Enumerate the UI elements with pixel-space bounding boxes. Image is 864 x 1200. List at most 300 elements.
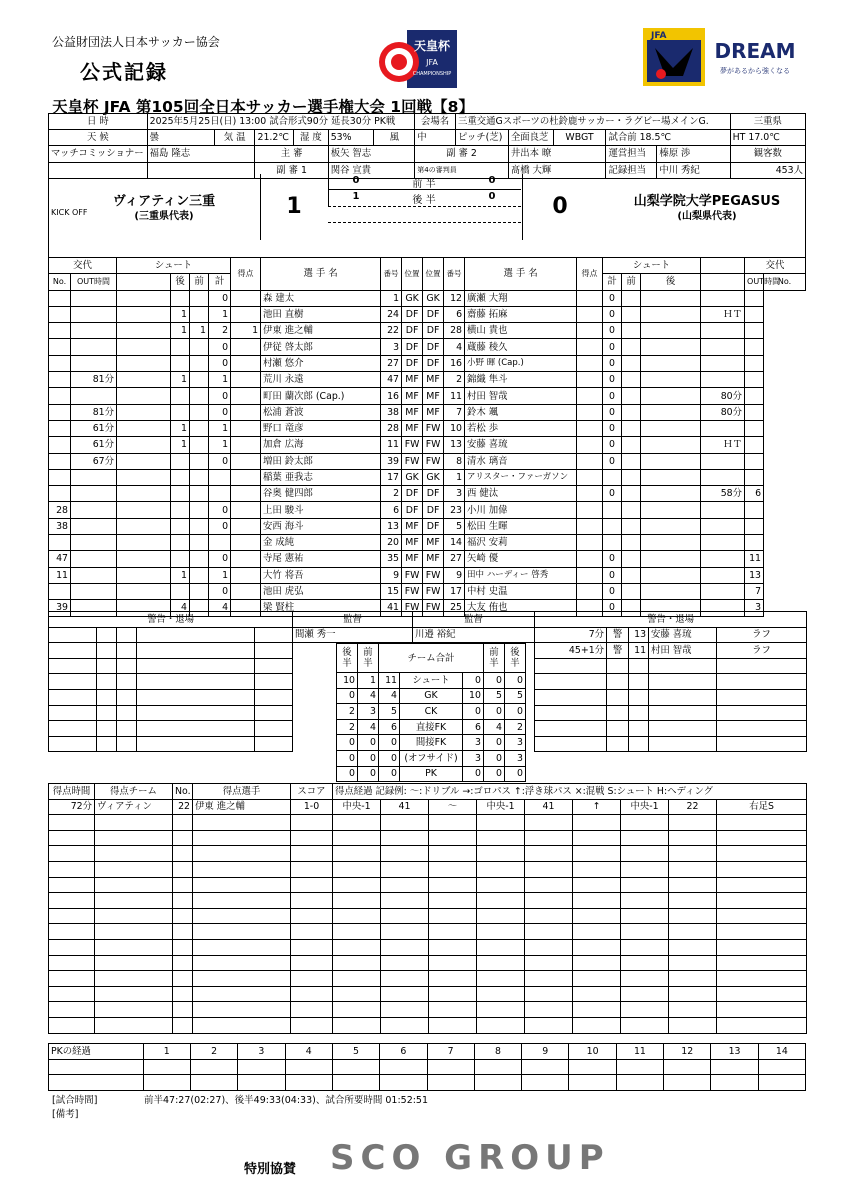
cell-hno	[49, 583, 71, 599]
card-reason: ラフ	[717, 627, 807, 643]
cell-hout	[71, 323, 117, 339]
commissioner-label: マッチコミッショナー	[49, 146, 148, 162]
cell-ano	[745, 323, 764, 339]
blank	[525, 986, 573, 1002]
cell-hno: 47	[49, 551, 71, 567]
wind: 中	[415, 130, 456, 146]
cell-hno	[49, 420, 71, 436]
cell-aname: 小川 加偉	[465, 502, 577, 518]
sub-header: 交代	[49, 258, 117, 274]
pk-kick-number: 2	[190, 1044, 237, 1060]
blank	[173, 846, 193, 862]
cell-anum: 14	[444, 535, 465, 551]
stat-a1: 0	[483, 704, 504, 720]
blank	[474, 1059, 521, 1075]
goal-row	[49, 877, 807, 893]
blank	[669, 939, 717, 955]
stat-a1: 4	[483, 719, 504, 735]
cell-at: 0	[603, 372, 622, 388]
cell-ano: 7	[745, 583, 764, 599]
blank	[429, 908, 477, 924]
pitch-label: ピッチ(芝)	[455, 130, 508, 146]
cell-anum: 7	[444, 404, 465, 420]
goal-row	[49, 1002, 807, 1018]
pos-header: 位置	[423, 258, 444, 291]
cell-aname: 西 健汰	[465, 486, 577, 502]
fourth-official: 髙橋 大輝	[508, 162, 606, 178]
stat-h2: 0	[337, 766, 358, 782]
cell-as1	[622, 535, 641, 551]
blank	[291, 971, 333, 987]
cell-hs2: 1	[171, 306, 190, 322]
svg-text:CHAMPIONSHIP: CHAMPIONSHIP	[412, 71, 452, 77]
blank	[607, 705, 629, 721]
cell-hnum: 16	[381, 388, 402, 404]
blank	[758, 1059, 805, 1075]
ar1: 関谷 宣貴	[328, 162, 415, 178]
blank	[255, 705, 293, 721]
blank	[573, 908, 621, 924]
blank	[525, 924, 573, 940]
pk-kick-number: 11	[616, 1044, 663, 1060]
blank	[477, 893, 525, 909]
cell-hs2	[171, 404, 190, 420]
blank	[621, 1002, 669, 1018]
pk-kick-number: 4	[285, 1044, 332, 1060]
cell-ano: 3	[745, 600, 764, 616]
blank	[569, 1075, 616, 1091]
blank	[717, 877, 807, 893]
stat-a1: 0	[483, 750, 504, 766]
blank	[573, 846, 621, 862]
blank	[616, 1059, 663, 1075]
player-header: 選 手 名	[465, 258, 577, 291]
goal-row	[49, 939, 807, 955]
wbgt-label: WBGT	[553, 130, 606, 146]
blank	[381, 986, 429, 1002]
goal-player-label: 得点選手	[193, 784, 291, 800]
cell-hnum: 41	[381, 600, 402, 616]
blank	[95, 877, 173, 893]
blank	[117, 469, 171, 485]
cell-hpos: MF	[402, 420, 423, 436]
cell-hno	[49, 437, 71, 453]
player-row	[49, 388, 806, 404]
goal-row	[49, 799, 807, 815]
blank	[173, 830, 193, 846]
stat-h1: 1	[358, 673, 379, 689]
cell-ano: 11	[745, 551, 764, 567]
cell-ht: 0	[209, 339, 231, 355]
blank	[629, 674, 649, 690]
cell-hs1	[190, 469, 209, 485]
cell-aname: 矢崎 優	[465, 551, 577, 567]
blank	[669, 971, 717, 987]
home-coach-label: 監督	[293, 612, 413, 628]
blank	[429, 877, 477, 893]
stat-ht: 4	[379, 688, 400, 704]
blank	[621, 908, 669, 924]
cell-aname: 齋藤 拓麻	[465, 306, 577, 322]
blank	[629, 689, 649, 705]
cell-ht: 0	[209, 551, 231, 567]
cell-hname: 町田 蘭次郎 (Cap.)	[261, 388, 381, 404]
cell-ag	[577, 372, 603, 388]
blank	[717, 893, 807, 909]
blank	[717, 736, 807, 752]
cell-hs1	[190, 453, 209, 469]
cell-as1	[622, 583, 641, 599]
cell-ano	[745, 355, 764, 371]
cell-as1	[622, 518, 641, 534]
goal-row	[49, 908, 807, 924]
cell-hnum: 13	[381, 518, 402, 534]
blank	[477, 924, 525, 940]
goal-team: ヴィアティン	[95, 799, 173, 815]
cell-at: 0	[603, 388, 622, 404]
goal-header: 得点	[231, 258, 261, 291]
blank	[117, 551, 171, 567]
blank	[649, 736, 717, 752]
cell-hout	[71, 290, 117, 306]
blank	[573, 955, 621, 971]
stat-ht: 5	[379, 704, 400, 720]
cell-hout	[71, 583, 117, 599]
pk-kick-number: 3	[238, 1044, 285, 1060]
cell-hs2	[171, 355, 190, 371]
cell-hname: 池田 虎弘	[261, 583, 381, 599]
blank	[193, 861, 291, 877]
blank	[429, 986, 477, 1002]
ar1-label: 副 審 1	[255, 162, 328, 178]
blank	[621, 1017, 669, 1033]
cell-hs1	[190, 372, 209, 388]
cell-hnum: 27	[381, 355, 402, 371]
goal-p7: 中央-1	[621, 799, 669, 815]
blank	[117, 705, 137, 721]
cell-at: 0	[603, 420, 622, 436]
player-row	[49, 567, 806, 583]
cell-hno	[49, 339, 71, 355]
cell-hno	[49, 535, 71, 551]
blank	[607, 689, 629, 705]
cell-ano: 13	[745, 567, 764, 583]
cell-ht: 0	[209, 388, 231, 404]
stats-row	[337, 673, 526, 689]
stats-h1: 前半	[358, 644, 379, 673]
cell-as1	[622, 388, 641, 404]
cell-as1	[622, 567, 641, 583]
cell-hname: 谷奥 健四郎	[261, 486, 381, 502]
cell-anum: 3	[444, 486, 465, 502]
cell-hout	[71, 355, 117, 371]
h2-away: 0	[488, 191, 496, 202]
cell-aname: 村田 智哉	[465, 388, 577, 404]
blank	[49, 971, 95, 987]
cell-ag	[577, 323, 603, 339]
cell-hg	[231, 486, 261, 502]
blank	[669, 861, 717, 877]
blank	[573, 939, 621, 955]
referee: 板矢 智志	[328, 146, 415, 162]
pk-kick-number: 9	[522, 1044, 569, 1060]
cell-at: 0	[603, 404, 622, 420]
cell-hnum: 38	[381, 404, 402, 420]
cell-ag	[577, 502, 603, 518]
stat-name: PK	[400, 766, 463, 782]
pk-kick-number: 13	[711, 1044, 758, 1060]
svg-text:JFA: JFA	[651, 31, 667, 41]
blank	[525, 861, 573, 877]
blank	[193, 893, 291, 909]
player-row	[49, 420, 806, 436]
cell-hg	[231, 306, 261, 322]
weather: 曇	[147, 130, 214, 146]
goal-p1: 中央-1	[333, 799, 381, 815]
stat-a2: 0	[504, 673, 525, 689]
blank	[49, 1002, 95, 1018]
cell-as1	[622, 420, 641, 436]
cell-hpos: MF	[402, 535, 423, 551]
blank	[429, 861, 477, 877]
blank	[717, 846, 807, 862]
cell-hg	[231, 372, 261, 388]
player-header: 選 手 名	[261, 258, 381, 291]
cell-hname: 稲葉 亜我志	[261, 469, 381, 485]
goal-p3: ～	[429, 799, 477, 815]
cell-hs1	[190, 486, 209, 502]
cell-at: 0	[603, 323, 622, 339]
blank	[649, 705, 717, 721]
cell-hpos: GK	[402, 290, 423, 306]
blank	[717, 986, 807, 1002]
svg-text:DREAM: DREAM	[714, 39, 796, 63]
wind-label: 風	[374, 130, 415, 146]
cell-hg	[231, 453, 261, 469]
stat-name: CK	[400, 704, 463, 720]
cell-hs2	[171, 551, 190, 567]
blank	[95, 986, 173, 1002]
blank	[333, 846, 381, 862]
blank	[137, 705, 255, 721]
cell-hout: 61分	[71, 437, 117, 453]
blank	[649, 674, 717, 690]
stat-at: 10	[462, 688, 483, 704]
player-row	[49, 306, 806, 322]
blank	[607, 736, 629, 752]
blank	[629, 658, 649, 674]
cell-as2	[641, 437, 701, 453]
blank	[333, 877, 381, 893]
cell-hs1	[190, 306, 209, 322]
blank	[525, 830, 573, 846]
goal-p6: ↑	[573, 799, 621, 815]
jfa-dream-logo	[643, 28, 803, 86]
cell-hnum: 2	[381, 486, 402, 502]
blank	[477, 986, 525, 1002]
blank	[477, 877, 525, 893]
card-time: 7分	[535, 627, 607, 643]
stat-name: (オフサイド)	[400, 750, 463, 766]
cell-ht: 1	[209, 306, 231, 322]
blank	[621, 939, 669, 955]
blank	[137, 689, 255, 705]
blank	[173, 939, 193, 955]
away-team-name: 山梨学院大学PEGASUS	[633, 194, 781, 209]
stats-a1: 前半	[483, 644, 504, 673]
blank	[190, 1059, 237, 1075]
score-block	[48, 174, 806, 258]
cell-ag	[577, 551, 603, 567]
blank	[669, 877, 717, 893]
cell-hno: 39	[49, 600, 71, 616]
cell-aout	[701, 355, 745, 371]
player-row	[49, 355, 806, 371]
blank	[291, 955, 333, 971]
team-stats-table	[336, 643, 526, 782]
blank	[427, 1059, 474, 1075]
temp-label: 気 温	[214, 130, 255, 146]
cell-anum: 2	[444, 372, 465, 388]
blank	[477, 1002, 525, 1018]
stat-at: 6	[462, 719, 483, 735]
blank	[607, 658, 629, 674]
goal-no: 22	[173, 799, 193, 815]
blank	[291, 815, 333, 831]
cell-anum: 12	[444, 290, 465, 306]
cell-hs1	[190, 437, 209, 453]
blank	[621, 877, 669, 893]
blank	[193, 971, 291, 987]
cell-hpos: FW	[402, 600, 423, 616]
cell-hno	[49, 323, 71, 339]
cell-aout	[701, 469, 745, 485]
cell-hs2: 1	[171, 372, 190, 388]
blank	[173, 815, 193, 831]
blank	[621, 861, 669, 877]
goal-no-label: No.	[173, 784, 193, 800]
second-header: 後	[171, 274, 190, 290]
blank	[117, 404, 171, 420]
blank	[380, 1059, 427, 1075]
stat-a2: 0	[504, 704, 525, 720]
blank	[117, 583, 171, 599]
cell-hs2: 1	[171, 420, 190, 436]
cell-hs1	[190, 404, 209, 420]
player-row	[49, 404, 806, 420]
shot-header: シュート	[603, 258, 701, 274]
cell-hs1	[190, 355, 209, 371]
cell-aname: 大友 侑也	[465, 600, 577, 616]
blank	[717, 1017, 807, 1033]
cell-as1	[622, 355, 641, 371]
cell-hs2	[171, 535, 190, 551]
cell-apos: GK	[423, 469, 444, 485]
goals-table	[48, 783, 807, 1034]
home-coach: 間瀬 秀一	[293, 627, 413, 643]
cell-ht	[209, 469, 231, 485]
blank	[525, 971, 573, 987]
match-time: 前半47:27(02:27)、後半49:33(04:33)、試合所要時間 01:52:51	[144, 1095, 429, 1106]
referee-label: 主 審	[255, 146, 328, 162]
blank	[649, 721, 717, 737]
cell-as2	[641, 567, 701, 583]
blank	[285, 1075, 332, 1091]
goal-score: 1-0	[291, 799, 333, 815]
cell-as1	[622, 551, 641, 567]
cell-as1	[622, 453, 641, 469]
blank	[669, 924, 717, 940]
record-title: 公式記録	[80, 60, 168, 84]
cell-at	[603, 469, 622, 485]
cell-hg	[231, 437, 261, 453]
stat-at: 0	[462, 673, 483, 689]
cell-hno	[49, 453, 71, 469]
cell-anum: 16	[444, 355, 465, 371]
blank	[717, 939, 807, 955]
cell-ag	[577, 486, 603, 502]
cell-hname: 森 建太	[261, 290, 381, 306]
blank	[664, 1059, 711, 1075]
cell-anum: 28	[444, 323, 465, 339]
cell-hname: 上田 駿斗	[261, 502, 381, 518]
blank	[117, 535, 171, 551]
cell-hnum: 35	[381, 551, 402, 567]
cell-as2	[641, 551, 701, 567]
stat-h2: 10	[337, 673, 358, 689]
cell-ano	[745, 518, 764, 534]
goal-p4: 中央-1	[477, 799, 525, 815]
pk-kick-number: 8	[474, 1044, 521, 1060]
cell-as2	[641, 388, 701, 404]
cell-ht: 1	[209, 420, 231, 436]
cell-aout	[701, 290, 745, 306]
cell-apos: FW	[423, 583, 444, 599]
blank	[649, 689, 717, 705]
blank	[333, 815, 381, 831]
blank	[669, 893, 717, 909]
blank	[717, 955, 807, 971]
cell-anum: 4	[444, 339, 465, 355]
cell-at: 0	[603, 355, 622, 371]
pk-kick-number: 7	[427, 1044, 474, 1060]
blank	[173, 986, 193, 1002]
blank	[117, 453, 171, 469]
blank	[137, 674, 255, 690]
blank	[429, 815, 477, 831]
cell-hg	[231, 420, 261, 436]
cell-aout	[701, 567, 745, 583]
card-time: 45+1分	[535, 643, 607, 659]
cell-hname: 村瀬 悠介	[261, 355, 381, 371]
cell-hs1	[190, 535, 209, 551]
cell-hs1	[190, 583, 209, 599]
blank	[573, 986, 621, 1002]
cell-at: 0	[603, 290, 622, 306]
pos-header: 位置	[402, 258, 423, 291]
blank	[381, 939, 429, 955]
blank	[477, 846, 525, 862]
ar2-label: 副 審 2	[415, 146, 509, 162]
cell-aname: 廣瀬 大翔	[465, 290, 577, 306]
blank	[429, 1017, 477, 1033]
cell-anum: 5	[444, 518, 465, 534]
blank	[49, 658, 97, 674]
cell-hout	[71, 486, 117, 502]
cell-hname: 金 成純	[261, 535, 381, 551]
cell-hpos: DF	[402, 339, 423, 355]
cell-hout: 81分	[71, 372, 117, 388]
